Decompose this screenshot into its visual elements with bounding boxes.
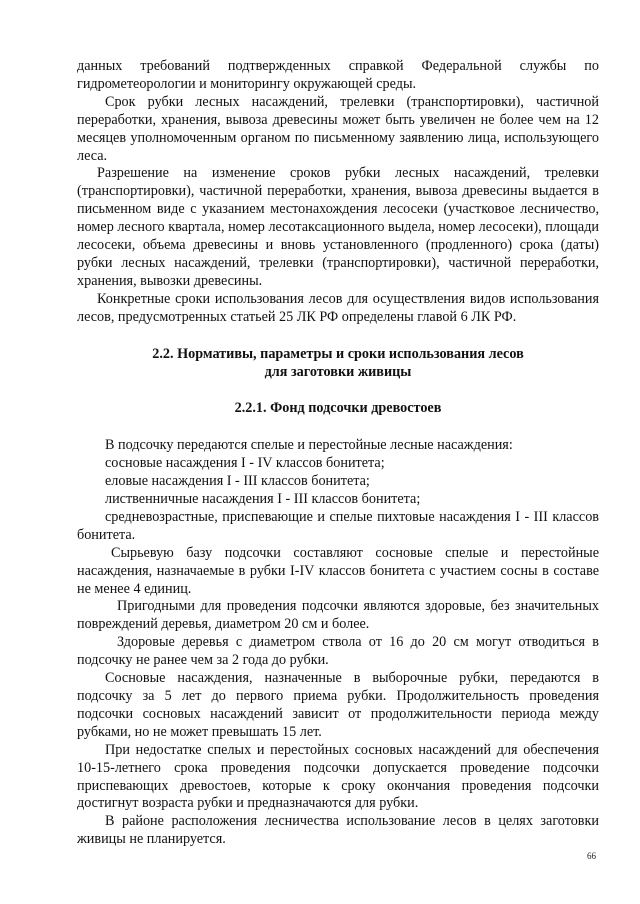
paragraph: Разрешение на изменение сроков рубки лесных насаждений, трелевки (транспортировки), частичной переработки, хранения, вывоза древесины выдается в письменном виде с указанием местонахождения лесосеки (участковое лесничество, номер лесного квартала, номер лесотаксационного выдела, номер лесосеки), площади лесосеки, объема древесины и вновь установленного (продленного) срока (даты) рубки лесных насаждений, трелевки (транспортировки), частичной переработки, хранения, вывозки древесины. <box>77 165 599 289</box>
list-intro: В подсочку передаются спелые и перестойные лесные насаждения: <box>105 437 513 454</box>
bottom-paragraphs <box>77 545 599 849</box>
paragraph: Пригодными для проведения подсочки являются здоровые, без значительных повреждений деревья, диаметром 20 см и более. <box>77 598 599 633</box>
list-item: лиственничные насаждения I - III классов бонитета; <box>105 491 421 508</box>
paragraph: Срок рубки лесных насаждений, трелевки (транспортировки), частичной переработки, хранения, вывоза древесины может быть увеличен не более чем на 12 месяцев уполномоченным органом по письменному заявлению лица, использующего леса. <box>77 93 599 164</box>
paragraph: Здоровые деревья с диаметром ствола от 16 до 20 см могут отводиться в подсочку не ранее чем за 2 года до рубки. <box>77 634 599 669</box>
paragraph: Сырьевую базу подсочки составляют сосновые спелые и перестойные насаждения, назначаемые в рубки I-IV классов бонитета с участием сосны в составе не менее 4 единиц. <box>77 544 599 597</box>
subsection-heading: 2.2.1. Фонд подсочки древостоев <box>234 400 442 417</box>
list-item: еловые насаждения I - III классов бонитета; <box>105 473 370 490</box>
paragraph: Сосновые насаждения, назначенные в выборочные рубки, передаются в подсочку за 5 лет до первого приема рубки. Продолжительность проведения подсочки сосновых насаждений зависит от продолжительности периода между рубками, но не может превышать 15 лет. <box>77 670 599 740</box>
document-page <box>77 58 599 849</box>
paragraph: В районе расположения лесничества использование лесов в целях заготовки живицы не планируется. <box>77 813 599 848</box>
paragraph: данных требований подтвержденных справкой Федеральной службы по гидрометеорологии и мониторингу окружающей среды. <box>77 58 599 92</box>
page-number: 66 <box>587 851 596 861</box>
list-item: средневозрастные, приспевающие и спелые пихтовые насаждения I - III классов бонитета. <box>77 508 599 543</box>
section-heading: 2.2. Нормативы, параметры и сроки использования лесов для заготовки живицы <box>152 345 524 380</box>
list-item: сосновые насаждения I - IV классов бонитета; <box>105 455 385 472</box>
paragraph: Конкретные сроки использования лесов для осуществления видов использования лесов, предусмотренных статьей 25 ЛК РФ определены главой 6 ЛК РФ. <box>77 290 599 325</box>
top-paragraphs <box>77 58 599 327</box>
paragraph: При недостатке спелых и перестойных сосновых насаждений для обеспечения 10-15-летнего срока проведения подсочки допускается проведение подсочки приспевающих древостоев, которые к сроку окончания проведения подсочки достигнут возраста рубки и предназначаются для рубки. <box>77 741 599 812</box>
bonitet-list <box>77 437 599 544</box>
